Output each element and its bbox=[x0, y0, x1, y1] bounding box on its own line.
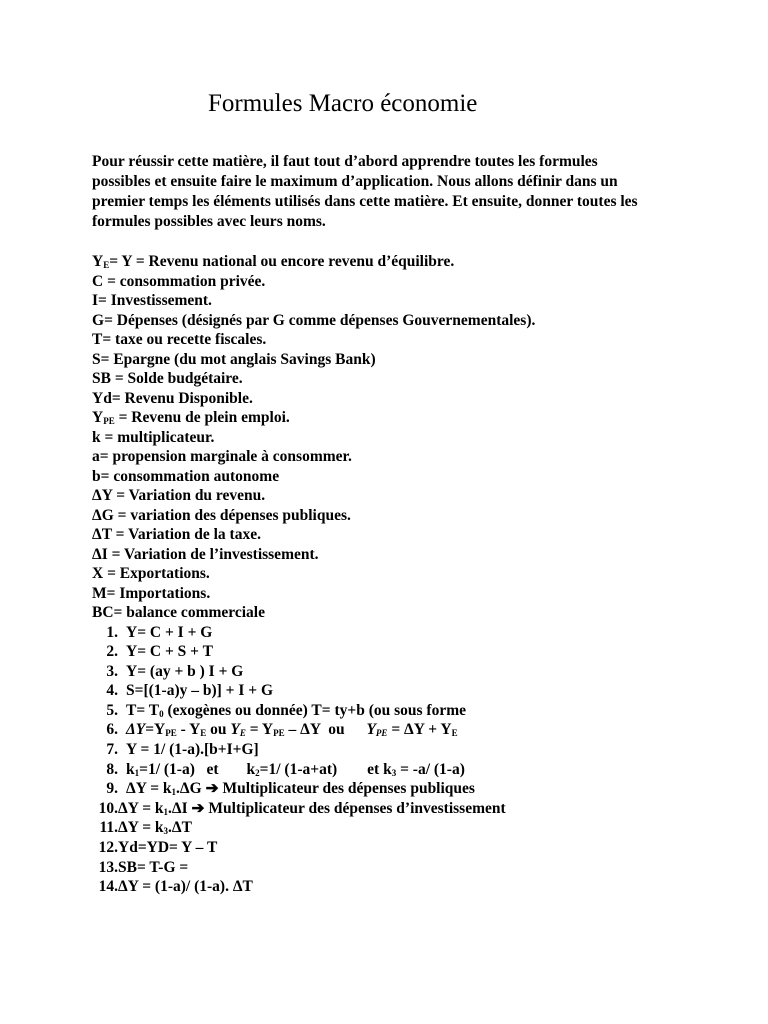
formula-number: 8. bbox=[106, 760, 118, 778]
definition-item: k = multiplicateur. bbox=[92, 428, 215, 446]
formula-number: 7. bbox=[106, 741, 118, 759]
definition-item: S= Epargne (du mot anglais Savings Bank) bbox=[92, 350, 376, 368]
formula-number: 10. bbox=[98, 799, 118, 817]
intro-paragraph: Pour réussir cette matière, il faut tout d’abord apprendre toutes les formules possibles et ensuite faire le maximum d’application. Nous allons définir dans un premier temps les éléments utilisés dans cette matière. Et ensuite, donner toutes les formules possibles avec leurs noms. bbox=[92, 153, 638, 230]
formula-number: 3. bbox=[106, 662, 118, 680]
definition-item: C = consommation privée. bbox=[92, 272, 266, 290]
definition-item: BC= balance commerciale bbox=[92, 604, 265, 621]
definition-item: SB = Solde budgétaire. bbox=[92, 370, 243, 387]
formula-item: 12. Yd=YD= Y – T bbox=[92, 838, 708, 858]
definition-item: ΔG = variation des dépenses publiques. bbox=[92, 506, 351, 524]
formula-item: 4. S=[(1-a)y – b)] + I + G bbox=[92, 681, 708, 701]
formula-item: 5. $T= T_0$ (exogènes ou donnée) T= ty+b (ou sous forme bbox=[92, 701, 708, 721]
formula-item: 6. $\Delta Y=Y_{PE} - Y_E$ ou $Y_E = Y_{PE} - \Delta Y$ ou $Y_{PE} = \Delta Y + Y_E$ bbox=[92, 720, 708, 740]
formula-number: 11. bbox=[99, 819, 118, 837]
definition-item: Yd= Revenu Disponible. bbox=[92, 389, 253, 407]
formula-item: 2. Y= C + S + T bbox=[92, 642, 708, 662]
formula-item: 14. ΔY = (1-a)/ (1-a). ΔT bbox=[92, 877, 708, 897]
formula-item: 8. $k_1=1/$ (1-a) et $k_2=1/$ (1-a+at) et $k_3 = -a/$ (1-a) bbox=[92, 760, 708, 780]
formula-list bbox=[92, 623, 708, 897]
formula-item: 10. $\Delta Y = k_1.\Delta I$ ➔ Multiplicateur des dépenses d’investissement bbox=[92, 799, 708, 819]
formula-number: 2. bbox=[106, 643, 118, 661]
arrow-right-icon: ➔ bbox=[191, 799, 205, 817]
formula-item: 9. $\Delta Y = k_1.\Delta G$ ➔ Multiplicateur des dépenses publiques bbox=[92, 779, 708, 799]
definition-item: M= Importations. bbox=[92, 584, 211, 602]
definition-item: ΔI = Variation de l’investissement. bbox=[92, 545, 319, 563]
arrow-right-icon: ➔ bbox=[205, 780, 219, 798]
formula-number: 5. bbox=[106, 701, 118, 719]
formula-item: 1. Y= C + I + G bbox=[92, 623, 708, 643]
formula-number: 13. bbox=[98, 858, 118, 876]
page-title: Formules Macro économie bbox=[208, 90, 478, 117]
definition-item: b= consommation autonome bbox=[92, 467, 280, 485]
definition-item: ΔY = Variation du revenu. bbox=[92, 487, 266, 504]
definition-item: I= Investissement. bbox=[92, 292, 212, 309]
definition-item: ΔT = Variation de la taxe. bbox=[92, 526, 261, 543]
formula-item: 13. SB= T-G = bbox=[92, 858, 708, 878]
definition-item: $Y_E= Y$ = Revenu national ou encore revenu d’équilibre. bbox=[92, 253, 455, 270]
formula-number: 12. bbox=[98, 839, 118, 857]
definitions-list bbox=[92, 252, 708, 623]
formula-item: 3. Y= (ay + b ) I + G bbox=[92, 662, 708, 682]
formula-number: 6. bbox=[106, 721, 118, 739]
definition-item: X = Exportations. bbox=[92, 565, 210, 582]
formula-number: 4. bbox=[106, 682, 118, 700]
formula-number: 14. bbox=[98, 878, 118, 896]
definition-item: a= propension marginale à consommer. bbox=[92, 448, 352, 465]
definition-item: T= taxe ou recette fiscales. bbox=[92, 331, 267, 348]
definition-item: G= Dépenses (désignés par G comme dépenses Gouvernementales). bbox=[92, 311, 536, 329]
formula-item: 11. $\Delta Y = k_3.\Delta T$ bbox=[92, 818, 708, 838]
formula-item: 7. Y = 1/ (1-a).[b+I+G] bbox=[92, 740, 708, 760]
definition-item: $Y_{PE}$ = Revenu de plein emploi. bbox=[92, 409, 290, 426]
formula-number: 9. bbox=[106, 780, 118, 798]
formula-number: 1. bbox=[106, 623, 118, 641]
